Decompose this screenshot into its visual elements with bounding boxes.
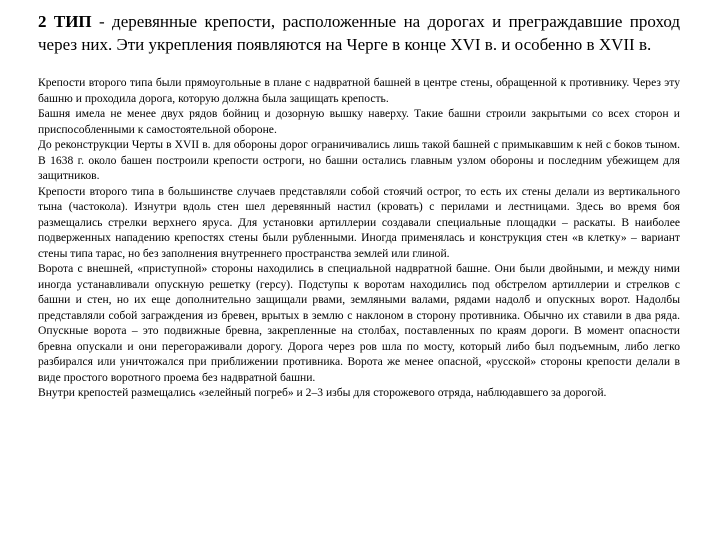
paragraph-reconstruction: До реконструкции Черты в XVII в. для обороны дорог ограничивались лишь такой башней с примыкавшим к ней с боков тыном. В 1638 г. около башен построили крепости остроги, но башни остались главным узлом обороны и последним убежищем для защитников. xyxy=(38,138,680,182)
paragraph-gates: Ворота с внешней, «приступной» стороны находились в специальной надвратной башне. Они были двойными, и между ними иногда устанавливали опускную решетку (герсу). Подступы к воротам находились под обстрелом артиллерии и стрелков с башни и стен, но их еще дополнительно защищали рвами, земляными валами, рядами надолб и опускных ворот. Надолбы представляли собой заграждения из бревен, врытых в землю с наклоном в сторону противника. Обычно их ставили в два ряда. Опускные ворота – это подвижные бревна, закрепленные на столбах, поставленных по краям дороги. В момент опасности бревна опускали и они перегораживали дорогу. Дорога через ров шла по мосту, который либо был подъемным, либо легко разбирался или уничтожался при приближении противника. Ворота же менее опасной, «русской» стороны крепости делали в виде простого воротного проема без надвратной башни. xyxy=(38,262,680,384)
body-text xyxy=(38,75,680,401)
section-heading xyxy=(38,10,680,56)
document-page xyxy=(38,10,680,401)
paragraph-tower: Башня имела не менее двух рядов бойниц и дозорную вышку наверху. Такие башни строили закрытыми со всех сторон и приспособленными к самостоятельной обороне. xyxy=(38,107,680,136)
paragraph-interior: Внутри крепостей размещались «зелейный погреб» и 2–3 избы для сторожевого отряда, наблюдавшего за дорогой. xyxy=(38,386,607,399)
heading-type-label: 2 ТИП xyxy=(38,12,92,31)
heading-text: - деревянные крепости, расположенные на дорогах и преграждавшие проход через них. Эти укрепления появляются на Черге в конце XVI в. и особенно в XVII в. xyxy=(38,12,680,54)
paragraph-layout: Крепости второго типа были прямоугольные в плане с надвратной башней в центре стены, обращенной к противнику. Через эту башню и проходила дорога, которую должна была защищать крепость. xyxy=(38,76,680,105)
paragraph-walls: Крепости второго типа в большинстве случаев представляли собой стоячий острог, то есть их стены делали из вертикального тына (частокола). Изнутри вдоль стен шел деревянный настил (кровать) с перилами и лестницами. Здесь во время боя размещались стрелки верхнего яруса. Для установки артиллерии создавали специальные площадки – раскаты. В наиболее подверженных нападению крепостях стены были рубленными. Иногда применялась и конструкция стен «в клетку» – вариант стены типа тарас, но без заполнения внутреннего пространства землей или глиной. xyxy=(38,184,680,260)
